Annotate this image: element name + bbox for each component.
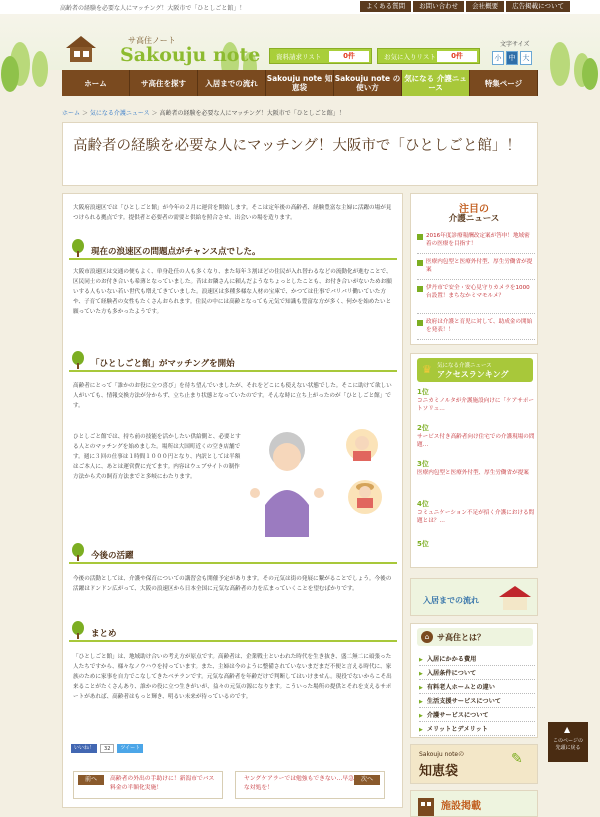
section-heading-summary: まとめ — [69, 622, 397, 642]
featured-news-item[interactable]: 2016年度診療報酬改定案が答申！地域密着の医療を目指す！ — [417, 232, 535, 254]
nav-search[interactable]: サ高住を探す — [130, 70, 198, 96]
chiebukuro-main: 知恵袋 — [419, 764, 459, 779]
chiebukuro-banner[interactable] — [410, 744, 538, 784]
font-size-medium-button[interactable]: 中 — [506, 51, 518, 65]
listing-label: 施設掲載 — [441, 801, 481, 812]
prev-article-link[interactable] — [73, 771, 223, 799]
top-utility-bar — [0, 0, 600, 14]
font-size-switcher — [492, 51, 532, 65]
tree-icon — [71, 239, 85, 257]
access-ranking-box — [410, 353, 538, 568]
title-box — [62, 122, 538, 186]
featured-title-2: 介護ニュース — [448, 214, 500, 224]
next-label: 次へ — [354, 775, 380, 785]
breadcrumb-separator: ＞ — [81, 110, 88, 117]
company-link[interactable]: 会社概要 — [466, 1, 504, 12]
about-menu-difference[interactable]: ▶ 有料老人ホームとの違い — [419, 682, 535, 694]
bullet-icon — [417, 234, 423, 240]
page-title: 高齢者の経験を必要な人にマッチング！大阪市で「ひとしごと館」！ — [73, 138, 521, 154]
request-list-count: 0件 — [329, 51, 369, 62]
about-menu-merits[interactable]: ▶ メリットとデメリット — [419, 724, 535, 736]
flow-banner-label: 入居までの流れ — [423, 596, 479, 605]
site-tagline: 高齢者の経験を必要な人にマッチング！大阪市で「ひとしごと館」！ — [60, 5, 246, 12]
logo-house-icon[interactable] — [65, 35, 97, 63]
featured-title-1: 注目の — [459, 204, 489, 215]
ranking-item[interactable]: 3位 医療内包型と医療外付型、厚生労働省が提案 — [417, 460, 529, 476]
favorites-list-button[interactable] — [377, 48, 480, 64]
section-heading-matching: 「ひとしごと館」がマッチングを開始 — [69, 352, 397, 372]
advertising-link[interactable]: 広告掲載について — [506, 1, 570, 12]
faq-link[interactable]: よくある質問 — [360, 1, 411, 12]
bullet-icon — [417, 286, 423, 292]
about-menu-life-support[interactable]: ▶ 生活支援サービスについて — [419, 696, 535, 708]
ranking-title-1: 気になる介護ニュース — [437, 363, 492, 369]
about-header — [417, 628, 533, 646]
ranking-header — [417, 358, 533, 382]
request-list-button[interactable] — [269, 48, 372, 64]
building-icon — [417, 794, 435, 816]
tree-icon — [71, 543, 85, 561]
social-buttons — [71, 744, 143, 753]
featured-news-box — [410, 193, 538, 345]
bullet-icon — [417, 320, 423, 326]
bullet-icon — [417, 260, 423, 266]
request-list-label: 資料請求リスト — [276, 53, 322, 61]
font-size-small-button[interactable]: 小 — [492, 51, 504, 65]
breadcrumb-section[interactable]: 気になる介護ニュース — [89, 110, 150, 117]
breadcrumb-current: 高齢者の経験を必要な人にマッチング！大阪市で「ひとしごと館」！ — [159, 110, 345, 117]
utility-nav — [360, 1, 570, 12]
font-size-label: 文字サイズ — [500, 41, 530, 48]
nav-chiebukuro[interactable]: Sakouju note 知恵袋 — [266, 70, 334, 96]
paragraph-current: 大阪市浪速区は交通の便もよく、単身赴任の人も多くなり、また毎年３割ほどの住民が入れ替わるなどの流動化が進むことで、区民同士のお付き合いも希薄となっていました。昔はお隣さんに頼んだようなちょっとしたことも、お付き合いがないためお願いする人もいない若い世代も増えてきていました。浪速区は多種多様な人材の宝庫で、かつては仕事でバリバリ働いていた方や、子育て経験者の女性もたくさんおられます。住民の中には高齢となっても元気で知識も豊富な方が多く、何かを始めたいと願っていた方も多かったようです。 — [73, 269, 392, 315]
breadcrumb-separator: ＞ — [151, 110, 158, 117]
house-icon: ⌂ — [421, 631, 433, 643]
page-top-button[interactable]: ▲ このページの 先頭に戻る — [548, 722, 588, 762]
paragraph-summary: 「ひとしごと館」は、地域助け合いの考え方が原点です。高齢者は、企業戦士といわれた時代を生き抜き、盛二無二に頑張った人たちですから、様々なノウハウを持っています。また、主婦は今のように整備されていないまだまだ不便と言える時代に、家族のために家事を自力でこなしてきたベテランです。元気な高齢者を年齢だけで判断してはいけません。現役でないからこそ出来ることがたくさんあり、誰かの役に立つ生きがいが、益々の元気の源になります。こういった場所の提供とそれを支えるサポートがあれば、高齢者はもっと輝き、明るい未来が待っているのです。 — [73, 654, 392, 700]
crown-icon: ♛ — [422, 363, 432, 376]
font-size-large-button[interactable]: 大 — [520, 51, 532, 65]
logo-title[interactable]: Sakouju note — [120, 44, 261, 66]
next-article-link[interactable] — [235, 771, 385, 799]
paragraph-matching-1: 高齢者にとって「誰かのお役に立つ喜び」を待ち望んでいましたが、それをどこにも使えない状態でした。そこに助けて欲しい人がいても、情報交換方法が分からず、立ち止まり状態となっていたのです。そんな時に立ち上がったのが「ひとしごと館」です。 — [73, 383, 392, 409]
tree-icon — [71, 621, 85, 639]
section-heading-future: 今後の活躍 — [69, 544, 397, 564]
next-article-title: ヤングケアラーでは勉強もできない…早急な対処を！ — [244, 776, 354, 791]
section-heading-current: 現在の浪速区の問題点がチャンス点でした。 — [69, 240, 397, 260]
flow-banner[interactable] — [410, 578, 538, 616]
ranking-item[interactable]: 4位 コミュニケーション不足が招く介護における問題とは？… — [417, 500, 535, 524]
tweet-button[interactable]: ツイート — [117, 744, 143, 753]
nav-home[interactable]: ホーム — [62, 70, 130, 96]
ranking-item[interactable]: 1位 コニカミノルタが介護施設向けに「ケアサポートソリュ… — [417, 388, 535, 412]
favorites-list-count: 0件 — [437, 51, 477, 62]
site-header — [0, 14, 600, 70]
contact-link[interactable]: お問い合わせ — [413, 1, 464, 12]
tree-icon — [71, 351, 85, 369]
featured-news-item[interactable]: 医療内包型と医療外付型、厚生労働省が提案 — [417, 258, 535, 280]
logo-subtitle[interactable]: サ高住ノート — [128, 36, 176, 45]
arrow-up-icon: ▲ — [564, 725, 571, 734]
ranking-item[interactable]: 5位 — [417, 540, 429, 548]
ranking-item[interactable]: 2位 サービス付き高齢者向け住宅での介護現場の問題… — [417, 424, 535, 448]
prev-article-title: 高齢者の外出の手助けに！新潟市でバス料金の半額化実施！ — [110, 776, 215, 791]
prev-label: 前へ — [78, 775, 104, 785]
nav-flow[interactable]: 入居までの流れ — [198, 70, 266, 96]
breadcrumb-home[interactable]: ホーム — [62, 110, 81, 117]
featured-news-item[interactable]: 政府は介護と育児に対して、助成金の開始を発表！！ — [417, 318, 535, 340]
favorites-list-label: お気に入りリスト — [384, 53, 436, 61]
main-nav — [62, 70, 538, 96]
like-count: 32 — [100, 744, 114, 753]
nav-care-news[interactable]: 気になる 介護ニュース — [402, 70, 470, 96]
breadcrumb — [62, 108, 538, 117]
nav-howto[interactable]: Sakouju note の使い方 — [334, 70, 402, 96]
featured-news-item[interactable]: 伊丹市で安全・安心見守りカメラを1000台設置！まちなかミマモルメ？ — [417, 284, 535, 314]
about-title: サ高住とは？ — [437, 633, 485, 642]
elderly-woman-illustration — [247, 425, 397, 537]
article-intro: 大阪府浪速区では「ひとしごと館」が今年の２月に運営を開始します。そこは定年後の高齢者、経験豊富な主婦に活躍の場が見つけられる拠点です。提供者と必要者の需要と供給を照合させ、出会いの場を造ります。 — [73, 205, 392, 221]
listing-banner[interactable] — [410, 790, 538, 817]
about-menu-conditions[interactable]: ▶ 入居条件について — [419, 668, 535, 680]
about-menu-care-service[interactable]: ▶ 介護サービスについて — [419, 710, 535, 722]
paragraph-matching-2: ひとしごと館では、持ち前の技能を活かしたい供給側と、必要とする人とのマッチングを始めました。場所は大国町近くの空き店舗です。週に３回の仕事は１時間１０００円となり、内訳としては半額はご本人に、あとは運営費に充てます。内容はウェブサイトの制作方法から犬の飼育方法までと多岐にわたります。 — [73, 434, 241, 480]
about-menu-cost[interactable]: ▶ 入居にかかる費用 — [419, 654, 535, 666]
about-sakouju-box — [410, 623, 538, 738]
pencil-icon: ✎ — [511, 751, 523, 767]
facebook-like-button[interactable]: いいね！ — [71, 744, 97, 753]
paragraph-future: 今後の活動としては、介護や保育についての講習会も開催予定があります。その元気は街の発展に繋がることでしょう。今後の活躍はドンドン広がって、大阪の浪速区から日本全国に元気な高齢者の力を広まっていくことを望むばかりです。 — [73, 576, 392, 592]
chiebukuro-sub: Sakouju noteの — [419, 751, 465, 758]
ranking-title-2: アクセスランキング — [437, 370, 509, 379]
nav-feature[interactable]: 特集ページ — [470, 70, 538, 96]
house-icon — [497, 585, 533, 611]
